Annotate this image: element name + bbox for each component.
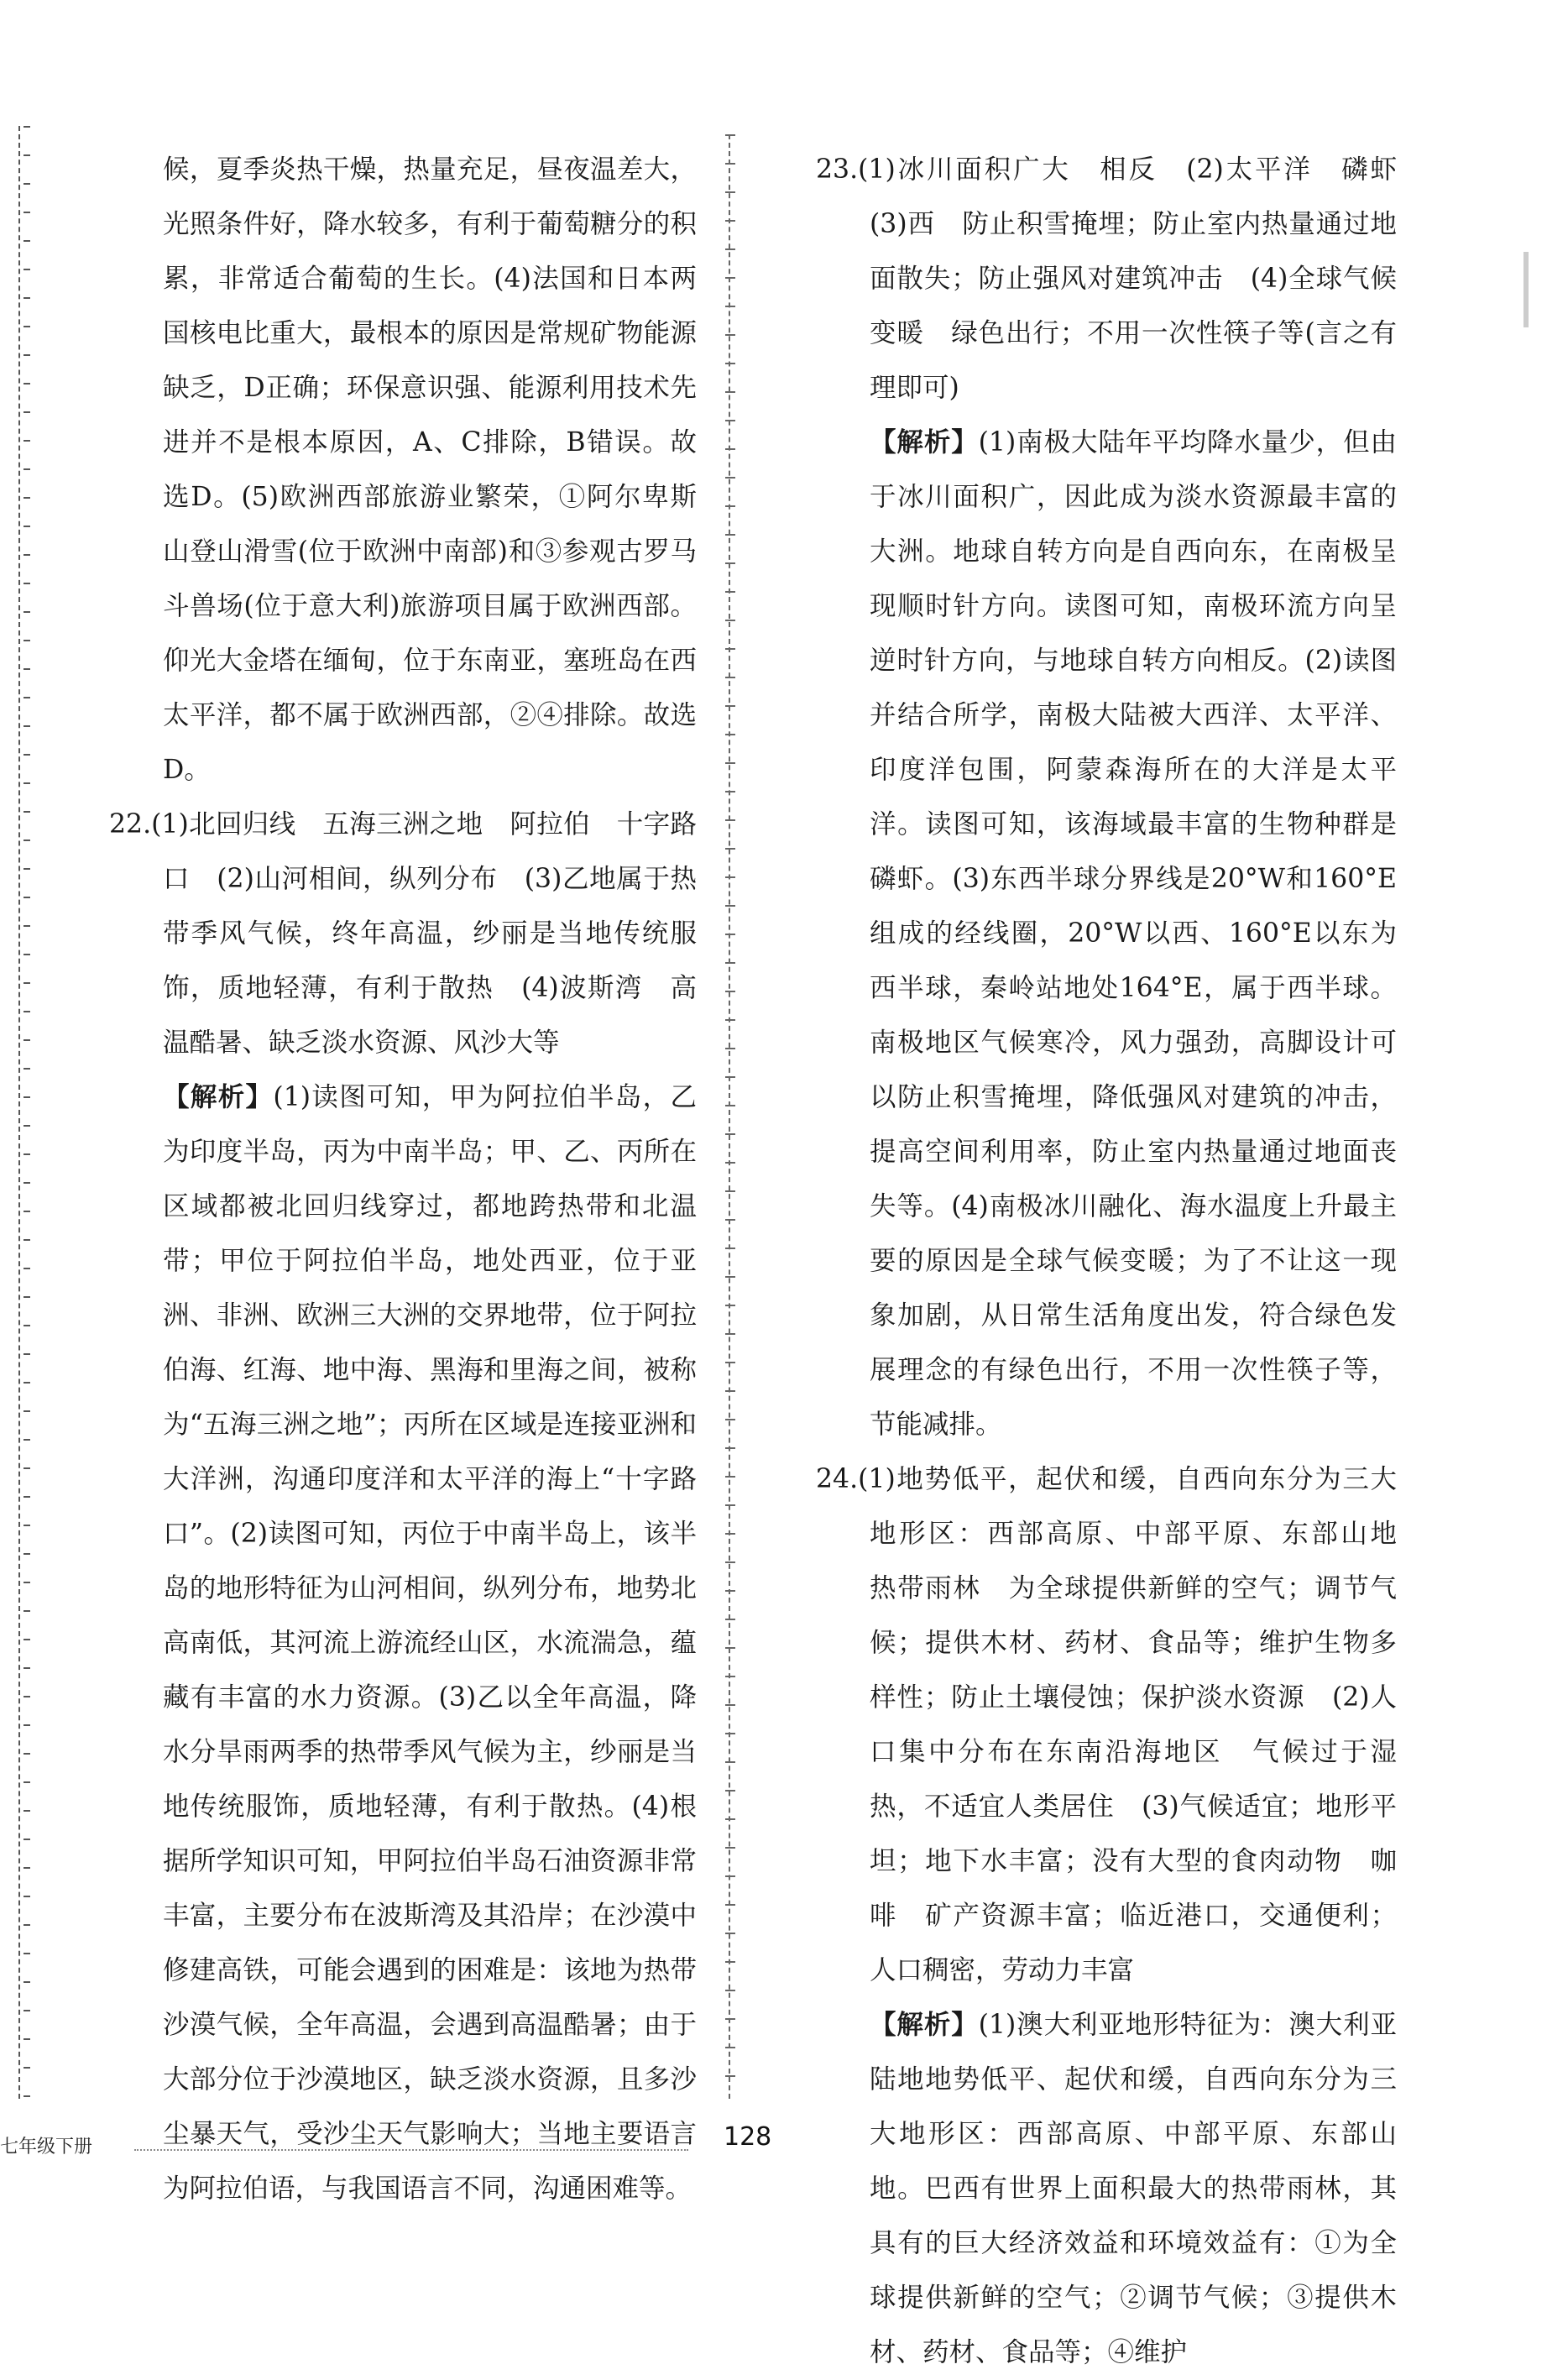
q23-analysis-tag: 【解析】 <box>870 427 979 458</box>
q21-continued-text: 候，夏季炎热干燥，热量充足，昼夜温差大，光照条件好，降水较多，有利于葡萄糖分的积累，非常适合葡萄的生长。(4)法国和日本两国核电比重大，最根本的原因是常规矿物能源缺乏，D正确；环保意识强、能源利用技术先进并不是根本原因，A、C排除，B错误。故选D。(5)欧洲西部旅游业繁荣，①阿尔卑斯山登山滑雪(位于欧洲中南部)和③参观古罗马斗兽场(位于意大利)旅游项目属于欧洲西部。仰光大金塔在缅甸，位于东南亚，塞班岛在西太平洋，都不属于欧洲西部，②④排除。故选D。 <box>163 154 697 785</box>
q23-number: 23. <box>816 154 859 185</box>
footer-grade-label: 七年级下册 <box>0 2137 93 2158</box>
q24-answer <box>816 1452 1424 1998</box>
q24-analysis <box>816 1998 1397 2380</box>
q23-answer-text: (1)冰川面积广大 相反 (2)太平洋 磷虾 (3)西 防止积雪掩埋；防止室内热量通过地面散失；防止强风对建筑冲击 (4)全球气候变暖 绿色出行；不用一次性筷子等(言之有理即可) <box>858 154 1424 403</box>
q22-analysis <box>109 1070 697 2216</box>
column-divider <box>729 134 730 2099</box>
q22-analysis-text: (1)读图可知，甲为阿拉伯半岛，乙为印度半岛，丙为中南半岛；甲、乙、丙所在区域都被北回归线穿过，都地跨热带和北温带；甲位于阿拉伯半岛，地处西亚，位于亚洲、非洲、欧洲三大洲的交界地带，位于阿拉伯海、红海、地中海、黑海和里海之间，被称为“五海三洲之地”；丙所在区域是连接亚洲和大洋洲，沟通印度洋和太平洋的海上“十字路口”。(2)读图可知，丙位于中南半岛上，该半岛的地形特征为山河相间，纵列分布，地势北高南低，其河流上游流经山区，水流湍急，蕴藏有丰富的水力资源。(3)乙以全年高温，降水分旱雨两季的热带季风气候为主，纱丽是当地传统服饰，质地轻薄，有利于散热。(4)根据所学知识可知，甲阿拉伯半岛石油资源非常丰富，主要分布在波斯湾及其沿岸；在沙漠中修建高铁，可能会遇到的困难是：该地为热带沙漠气候，全年高温，会遇到高温酷暑；由于大部分位于沙漠地区，缺乏淡水资源，且多沙尘暴天气，受沙尘天气影响大；当地主要语言为阿拉伯语，与我国语言不同，沟通困难等。 <box>163 1082 697 2204</box>
q24-number: 24. <box>816 1464 859 1494</box>
q24-answer-text: (1)地势低平，起伏和缓，自西向东分为三大地形区：西部高原、中部平原、东部山地 热带雨林 为全球提供新鲜的空气；调节气候；提供木材、药材、食品等；维护生物多样性；防止土壤侵蚀；保护淡水资源 (2)人口集中分布在东南沿海地区 气候过于湿热，不适宜人类居住 (3)气候适宜；地形平坦；地下水丰富；没有大型的食肉动物 咖啡 矿产资源丰富；临近港口，交通便利；人口稠密，劳动力丰富 <box>858 1464 1424 1985</box>
binding-cut-line <box>18 126 30 2099</box>
q24-analysis-text: (1)澳大利亚地形特征为：澳大利亚陆地地势低平、起伏和缓，自西向东分为三大地形区：西部高原、中部平原、东部山地。巴西有世界上面积最大的热带雨林，其具有的巨大经济效益和环境效益有：①为全球提供新鲜的空气；②调节气候；③提供木材、药材、食品等；④维护 <box>870 2010 1397 2367</box>
q22-answer <box>109 798 697 1070</box>
left-column <box>109 143 697 2216</box>
q23-analysis-text: (1)南极大陆年平均降水量少，但由于冰川面积广，因此成为淡水资源最丰富的大洲。地球自转方向是自西向东，在南极呈现顺时针方向。读图可知，南极环流方向呈逆时针方向，与地球自转方向相反。(2)读图并结合所学，南极大陆被大西洋、太平洋、印度洋包围，阿蒙森海所在的大洋是太平洋。读图可知，该海域最丰富的生物种群是磷虾。(3)东西半球分界线是20°W和160°E组成的经线圈，20°W以西、160°E以东为西半球，秦岭站地处164°E，属于西半球。南极地区气候寒冷，风力强劲，高脚设计可以防止积雪掩埋，降低强风对建筑的冲击，提高空间利用率，防止室内热量通过地面丧失等。(4)南极冰川融化、海水温度上升最主要的原因是全球气候变暖；为了不让这一现象加剧，从日常生活角度出发，符合绿色发展理念的有绿色出行，不用一次性筷子等，节能减排。 <box>870 427 1397 1440</box>
footer-dotted-rule <box>134 2149 688 2151</box>
scan-edge-mark <box>1523 252 1529 327</box>
q22-answer-text: (1)北回归线 五海三洲之地 阿拉伯 十字路口 (2)山河相间，纵列分布 (3)乙地属于热带季风气候，终年高温，纱丽是当地传统服饰，质地轻薄，有利于散热 (4)波斯湾 高温酷暑、缺乏淡水资源、风沙大等 <box>151 809 697 1058</box>
right-column <box>816 143 1424 2380</box>
q23-answer <box>816 143 1424 416</box>
page-number: 128 <box>724 2122 772 2152</box>
q22-analysis-tag: 【解析】 <box>163 1082 274 1112</box>
q22-number: 22. <box>109 809 152 840</box>
q23-analysis <box>816 416 1397 1452</box>
q24-analysis-tag: 【解析】 <box>870 2010 979 2040</box>
